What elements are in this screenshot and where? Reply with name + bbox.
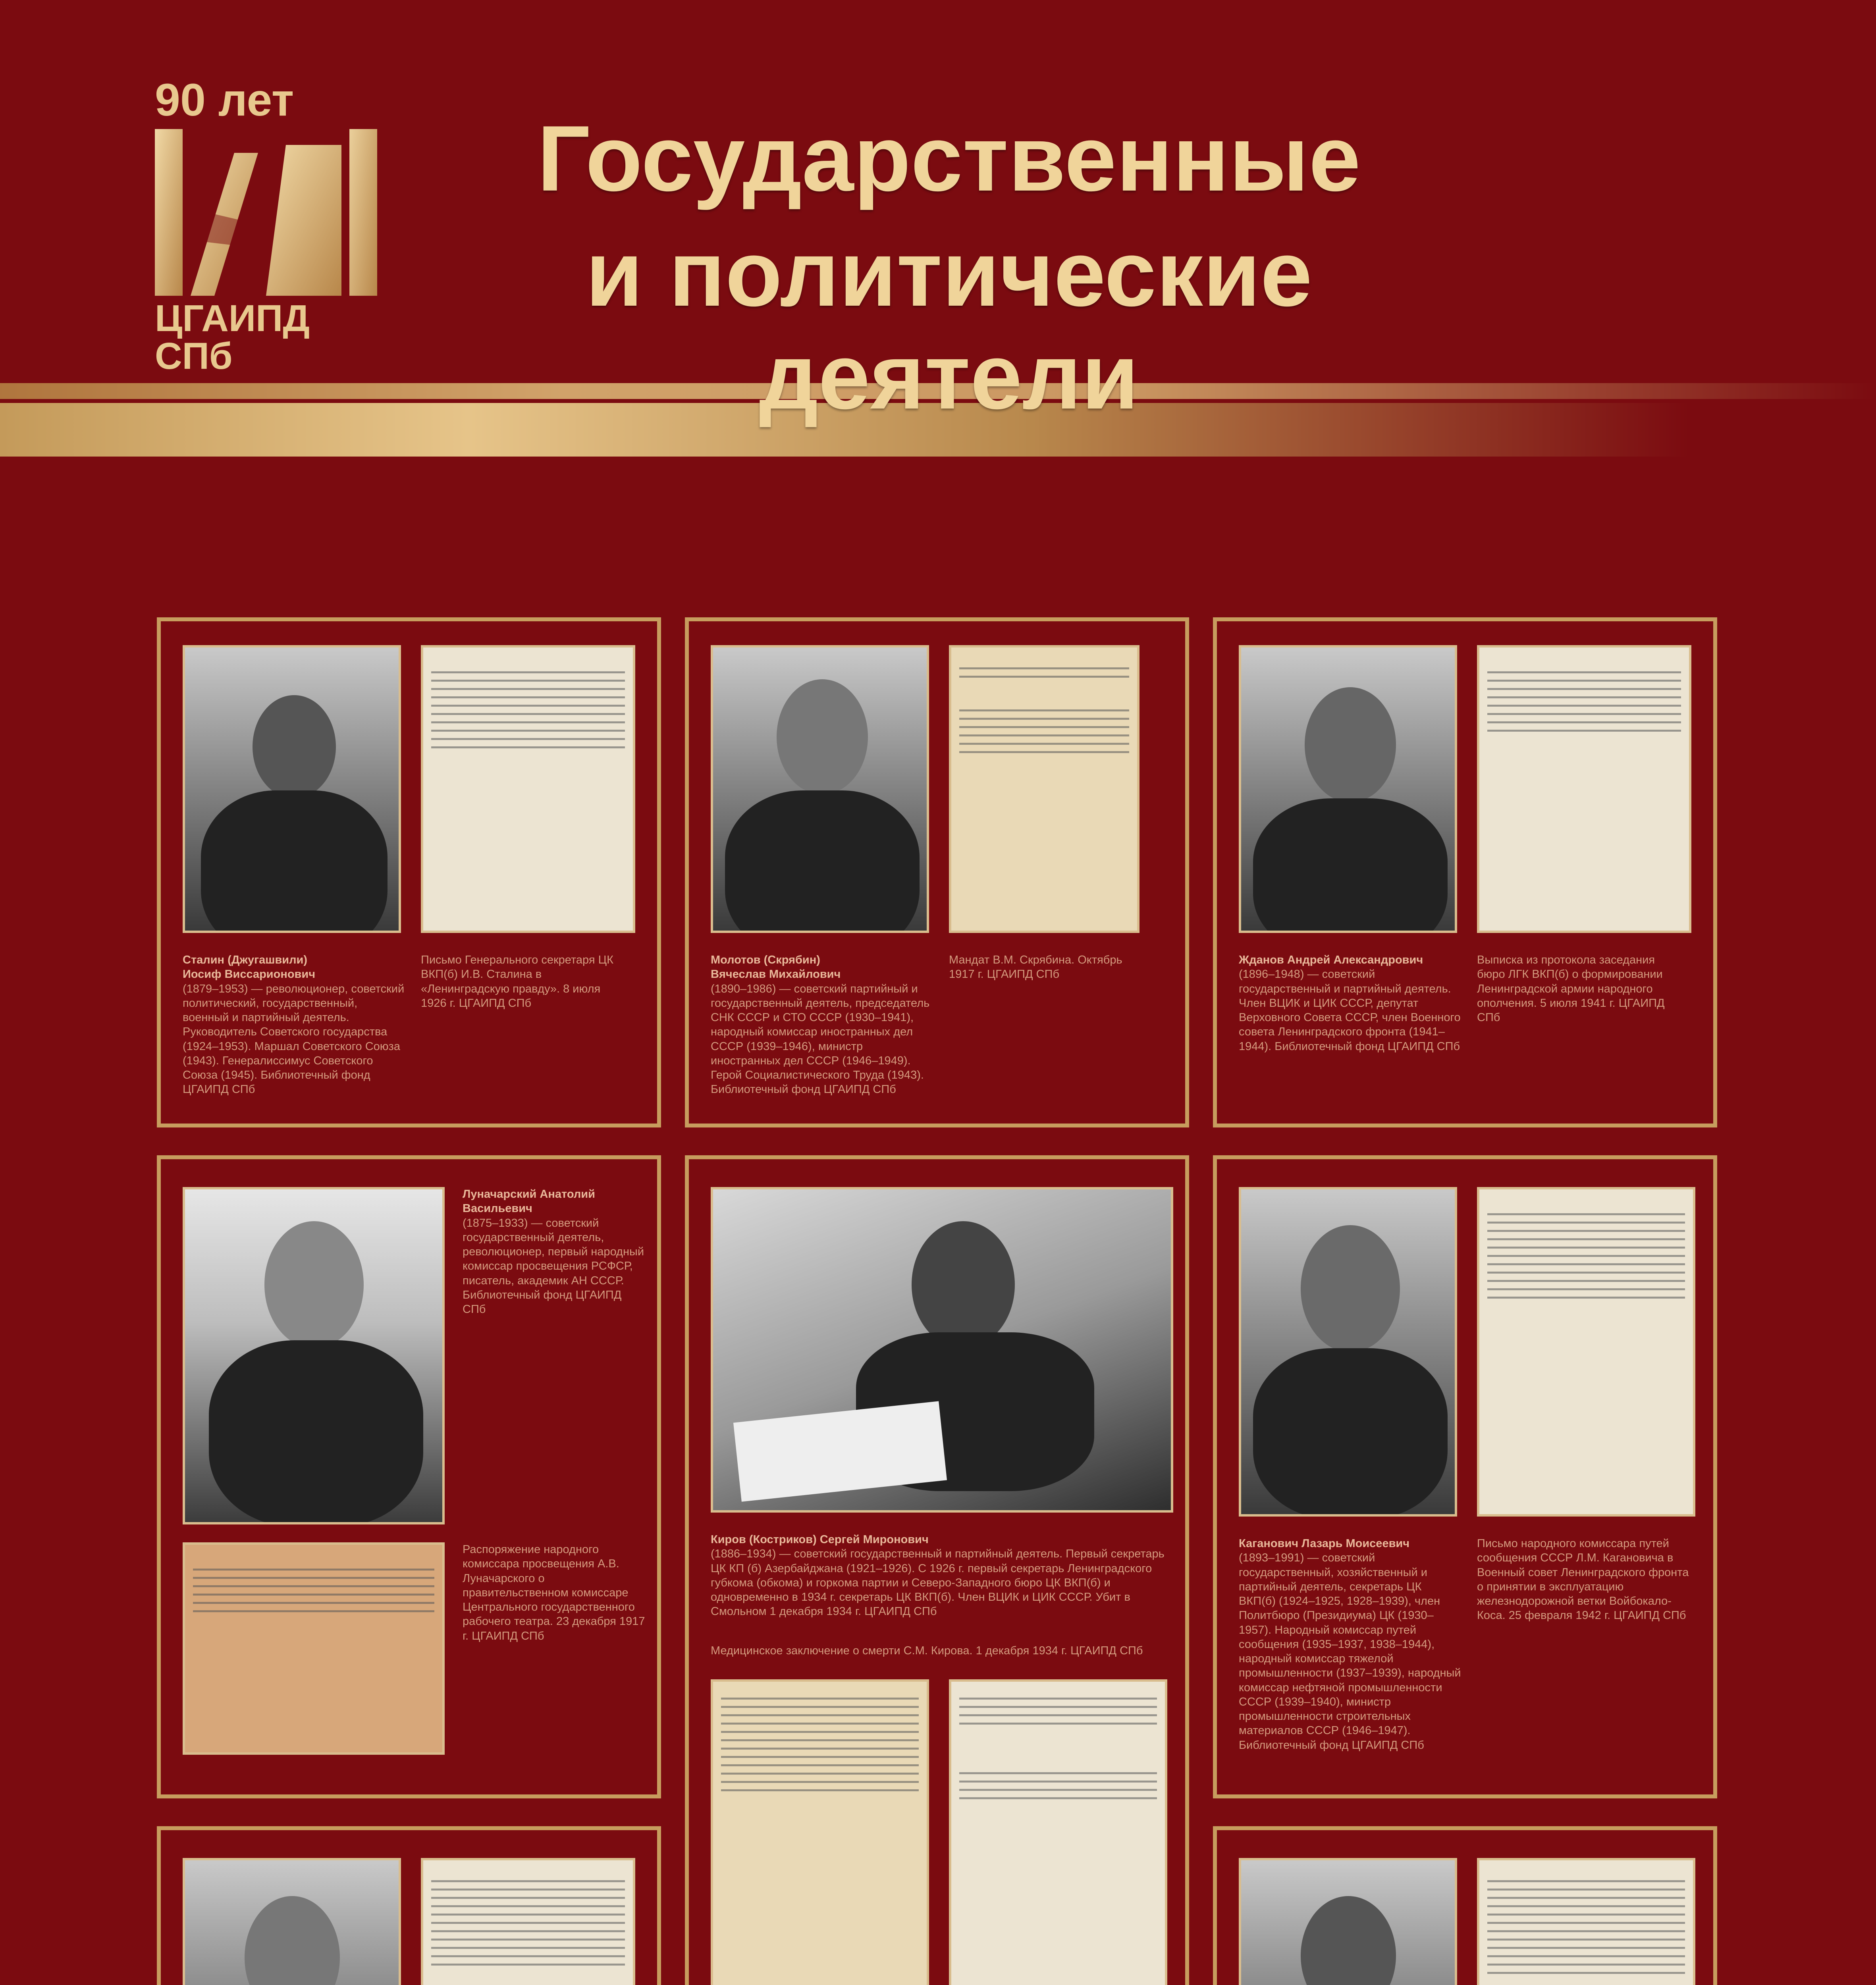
panel-lunacharsky [157, 1155, 661, 1798]
document-kirov-medical-2 [949, 1679, 1167, 1985]
document-lunacharsky-order [183, 1542, 445, 1755]
portrait-kaganovich [1239, 1187, 1457, 1517]
portrait-popkov [1239, 1858, 1457, 1985]
caption-zhdanov [1239, 953, 1461, 1054]
page-title-line2: и политические деятели [585, 221, 1313, 428]
panel-popkov [1213, 1826, 1717, 1985]
portrait-kuznetsov [183, 1858, 401, 1985]
name-lunacharsky: Луначарский Анатолий Васильевич [463, 1188, 595, 1215]
caption-kirov [711, 1532, 1171, 1619]
caption-stalin [183, 953, 405, 1097]
bio-kirov: (1886–1934) — советский государственный и партийный деятель. Первый секретарь ЦК КП (б) Азербайджана (1921–1926). С 1926 г. первый секретарь Ленинградского губкома (обкома) и горкома партии и Северо-Западного бюро ЦК ВКП(б) и одновременно в 1934 г. секретарь ЦК ВКП(б). Член ВЦИК и ЦИК СССР. Убит в Смольном 1 декабря 1934 г. ЦГАИПД СПб [711, 1548, 1165, 1618]
caption-molotov [711, 953, 933, 1097]
portrait-molotov [711, 645, 929, 933]
portrait-lunacharsky [183, 1187, 445, 1524]
doc-caption-molotov: Мандат В.М. Скрябина. Октябрь 1917 г. ЦГАИПД СПб [949, 954, 1122, 981]
panel-kaganovich [1213, 1155, 1717, 1798]
caption-kaganovich [1239, 1536, 1461, 1752]
panel-stalin [157, 617, 661, 1127]
bio-molotov: (1890–1986) — советский партийный и государственный деятель, председатель СНК СССР и СТО СССР (1930–1941), народный комиссар иностранных дел СССР (1939–1946), министр иностранных дел СССР (1946–1949). Герой Социалистического Труда (1943). Библиотечный фонд ЦГАИПД СПб [711, 982, 930, 1096]
doc-caption-kaganovich: Письмо народного комиссара путей сообщения СССР Л.М. Кагановича в Военный совет Ленинградского фронта о принятии в эксплуатацию железнодорожной ветки Войбокало-Коса. 25 февраля 1942 г. ЦГАИПД СПб [1477, 1537, 1689, 1622]
panel-molotov [685, 617, 1189, 1127]
portrait-stalin [183, 645, 401, 933]
document-popkov-report-1 [1477, 1858, 1695, 1985]
bio-lunacharsky: (1875–1933) — советский государственный деятель, революционер, первый народный комиссар просвещения РСФСР, писатель, академик АН СССР. Библиотечный фонд ЦГАИПД СПб [463, 1216, 644, 1316]
doc-caption-zhdanov: Выписка из протокола заседания бюро ЛГК ВКП(б) о формировании Ленинградской армии народного ополчения. 5 июля 1941 г. ЦГАИПД СПб [1477, 954, 1665, 1024]
document-kuznetsov-note-1 [421, 1858, 635, 1985]
bio-zhdanov: (1896–1948) — советский государственный и партийный деятель. Член ВЦИК и ЦИК СССР, депутат Верховного Совета СССР, член Военного совета Ленинградского фронта (1941–1944). Библиотечный фонд ЦГАИПД СПб [1239, 968, 1461, 1053]
photo-kirov-at-desk [711, 1187, 1173, 1513]
doc-caption-lunacharsky: Распоряжение народного комиссара просвещения А.В. Луначарского о правительственном комиссаре Центрального государственного рабочего театра. 23 декабря 1917 г. ЦГАИПД СПб [463, 1543, 645, 1642]
panel-zhdanov [1213, 617, 1717, 1127]
document-stalin-letter [421, 645, 635, 933]
logo-top-text: 90 лет [155, 75, 294, 125]
doc-caption-kirov: Медицинское заключение о смерти С.М. Кирова. 1 декабря 1934 г. ЦГАИПД СПб [711, 1644, 1143, 1657]
logo [155, 75, 377, 377]
name-kirov: Киров (Костриков) Сергей Миронович [711, 1533, 929, 1546]
name-molotov: Молотов (Скрябин) Вячеслав Михайлович [711, 954, 841, 981]
doc-caption-stalin: Письмо Генерального секретаря ЦК ВКП(б) И.В. Сталина в «Ленинградскую правду». 8 июля 1926 г. ЦГАИПД СПб [421, 954, 613, 1010]
bio-stalin: (1879–1953) — революционер, советский политический, государственный, военный и партийный деятель. Руководитель Советского государства (1924–1953). Маршал Советского Союза (1943). Генералиссимус Советского Союза (1945). Библиотечный фонд ЦГАИПД СПб [183, 982, 405, 1096]
logo-bottom-text: ЦГАИПД СПб [155, 297, 310, 377]
name-stalin: Сталин (Джугашвили) Иосиф Виссарионович [183, 954, 316, 981]
page-title-line1: Государственные [537, 106, 1361, 210]
document-zhdanov-protocol [1477, 645, 1691, 933]
panel-kirov [685, 1155, 1189, 1985]
name-kaganovich: Каганович Лазарь Моисеевич [1239, 1537, 1410, 1550]
document-molotov-mandate [949, 645, 1139, 933]
caption-lunacharsky [463, 1187, 645, 1316]
portrait-zhdanov [1239, 645, 1457, 933]
bio-kaganovich: (1893–1991) — советский государственный, хозяйственный и партийный деятель, секретарь ЦК ВКП(б) (1924–1925, 1928–1939), член Политбюро (Президиума) ЦК (1930–1957). Народный комиссар путей сообщения (1935–1937, 1938–1944), народный комиссар тяжелой промышленности (1937–1939), народный комиссар нефтяной промышленности СССР (1939–1940), министр промышленности строительных материалов СССР (1946–1947). Библиотечный фонд ЦГАИПД СПб [1239, 1551, 1461, 1752]
document-kirov-medical-1 [711, 1679, 929, 1985]
panel-kuznetsov [157, 1826, 661, 1985]
logo-emblem-icon [155, 129, 377, 296]
name-zhdanov: Жданов Андрей Александрович [1239, 954, 1423, 966]
document-kaganovich-letter [1477, 1187, 1695, 1517]
